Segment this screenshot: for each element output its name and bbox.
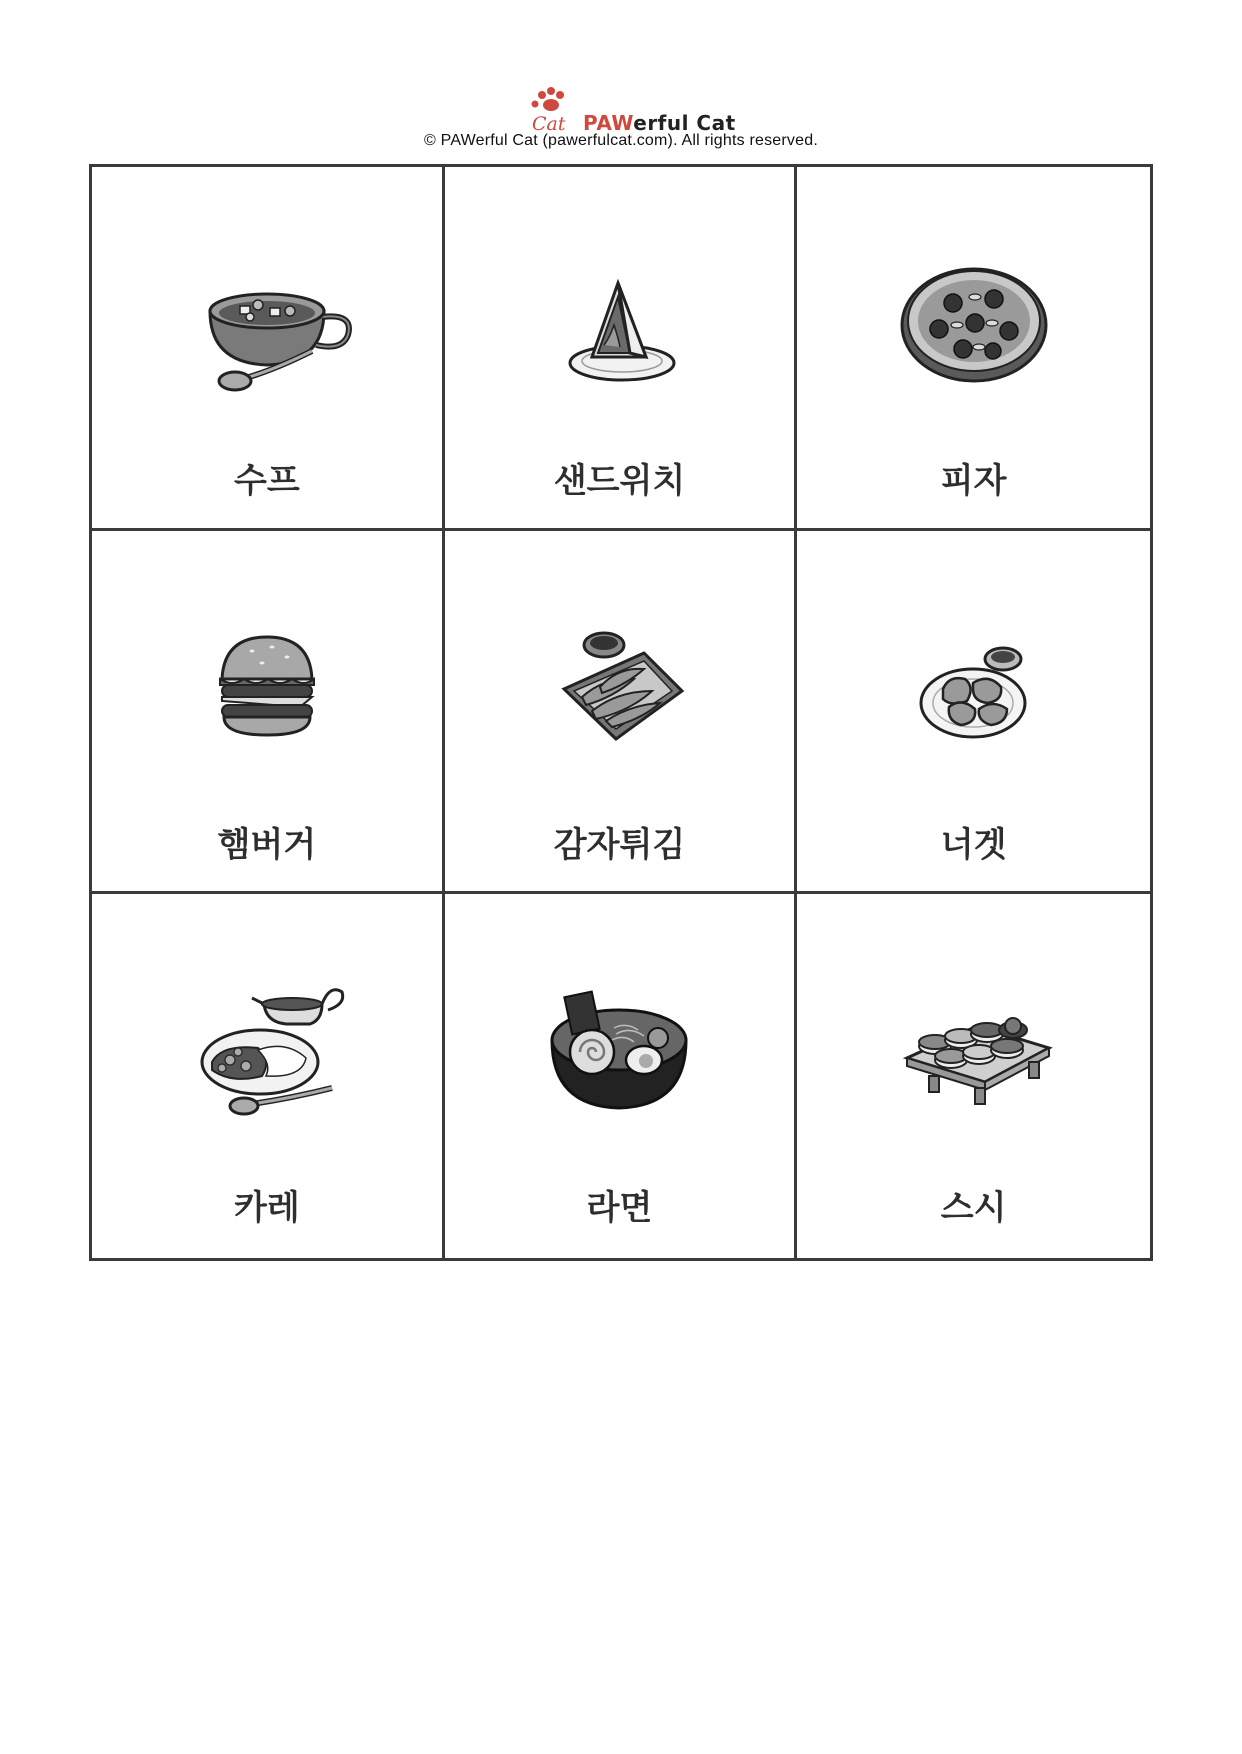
pizza-icon xyxy=(889,253,1059,393)
hamburger-icon xyxy=(182,617,352,757)
card-word: 샌드위치 xyxy=(553,461,686,501)
card-sushi xyxy=(797,894,1150,1258)
curry-icon xyxy=(182,980,352,1120)
card-hamburger xyxy=(92,531,445,895)
card-word: 수프 xyxy=(233,461,300,501)
sushi-icon xyxy=(889,980,1059,1120)
card-word: 라면 xyxy=(586,1188,653,1229)
card-pizza xyxy=(797,167,1150,531)
brand-rest: erful Cat xyxy=(633,111,736,135)
card-nuggets xyxy=(797,531,1150,895)
card-soup xyxy=(92,167,445,531)
fries-icon xyxy=(534,617,704,757)
card-ramen xyxy=(445,894,798,1258)
card-fries xyxy=(445,531,798,895)
soup-icon xyxy=(182,253,352,393)
sandwich-icon xyxy=(534,253,704,393)
card-sandwich xyxy=(445,167,798,531)
card-word: 너겟 xyxy=(940,824,1007,865)
nuggets-icon xyxy=(889,617,1059,757)
card-word: 감자튀김 xyxy=(553,824,686,865)
card-word: 스시 xyxy=(940,1188,1007,1229)
ramen-icon xyxy=(534,980,704,1120)
card-word: 햄버거 xyxy=(217,824,317,865)
brand-highlight: PAW xyxy=(583,111,634,135)
copyright-notice: © PAWerful Cat (pawerfulcat.com). All rights reserved. xyxy=(424,132,818,149)
card-curry xyxy=(92,894,445,1258)
flashcard-grid xyxy=(89,164,1153,1261)
logo-word: Cat xyxy=(532,113,566,134)
card-word: 피자 xyxy=(940,461,1007,501)
card-word: 카레 xyxy=(233,1188,300,1229)
page-header xyxy=(0,86,1242,156)
